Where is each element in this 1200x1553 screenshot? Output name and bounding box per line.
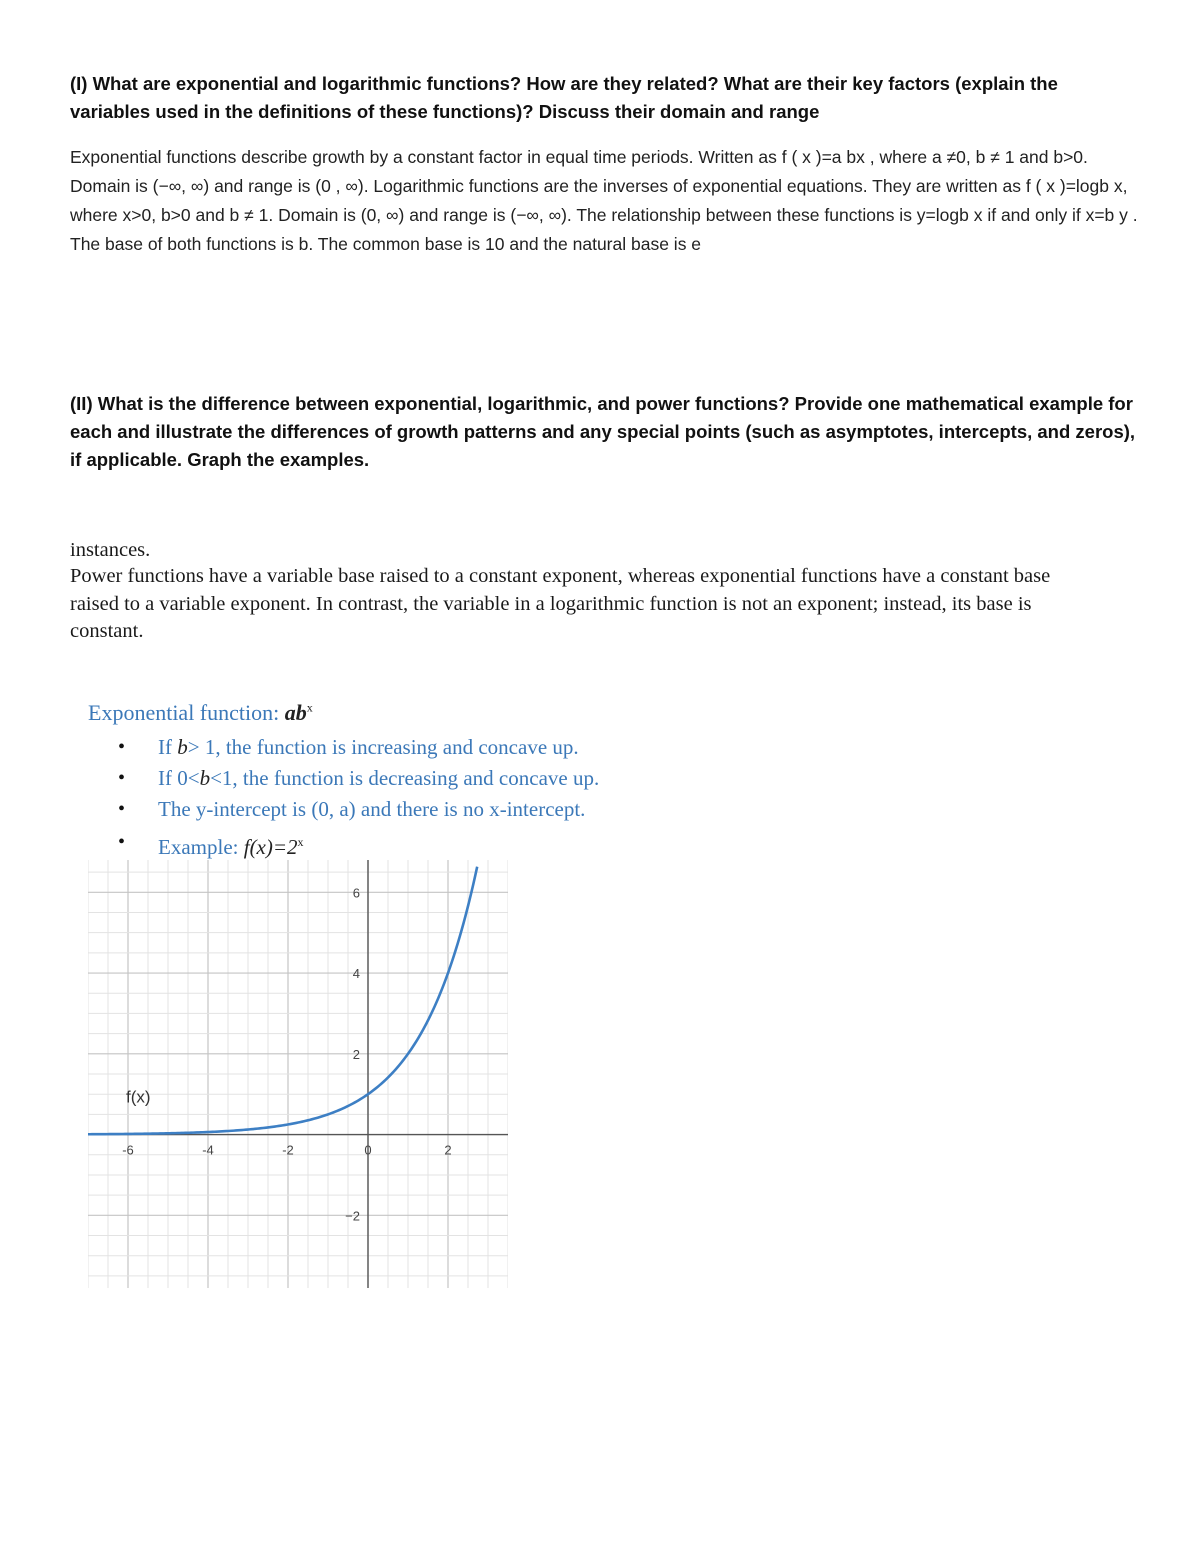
bullet-1-var: b: [177, 735, 188, 759]
y-tick-label: 6: [352, 885, 360, 901]
bullet-3-text: The y-intercept is (0, a) and there is no x-intercept.: [158, 797, 586, 821]
question-1-heading: (I) What are exponential and logarithmic functions? How are they related? What are their key factors (explain the variables used in the definitions of these functions)? Discuss their domain and range: [70, 73, 1058, 122]
y-tick-label: 2: [352, 1046, 360, 1062]
figure-title-exponent: x: [306, 700, 313, 715]
bullet-dot: •: [118, 831, 126, 853]
x-tick-label: 2: [444, 1142, 452, 1158]
x-tick-label: 0: [364, 1142, 372, 1158]
bullet-dot: •: [118, 798, 126, 820]
x-tick-label: -4: [202, 1142, 214, 1158]
bullet-1-pre: If: [158, 735, 178, 759]
exponential-graph: [88, 860, 508, 1288]
x-tick-label: -2: [282, 1142, 294, 1158]
y-axis-label: f(x): [126, 1087, 151, 1107]
bullet-2-post: <1, the function is decreasing and concave up.: [210, 766, 600, 790]
figure-title-text: Exponential function:: [88, 700, 285, 725]
x-tick-label: -6: [122, 1142, 134, 1158]
bullet-2-var: b: [199, 766, 211, 790]
figure-title: [88, 700, 313, 726]
figure-title-expr: ab: [284, 700, 307, 725]
question-1-answer: Exponential functions describe growth by a constant factor in equal time periods. Written as f ( x )=a bx , where a ≠0, b ≠ 1 and b>0. Domain is (−∞, ∞) and range is (0 , ∞). Logarithmic functions are the inverses of exponential equations. They are written as f ( x )=logb x, where x>0, b>0 and b ≠ 1. Domain is (0, ∞) and range is (−∞, ∞). The relationship between these functions is y=logb x if and only if x=b y . The base of both functions is b. The common base is 10 and the natural base is e: [70, 147, 1138, 254]
bullet-dot: •: [118, 767, 126, 789]
question-2-heading: (II) What is the difference between exponential, logarithmic, and power functions? Provide one mathematical example for each and illustrate the differences of growth patterns and any special points (such as asymptotes, intercepts, and zeros), if applicable. Graph the examples.: [70, 393, 1136, 470]
question-2-answer-lead: instances.: [70, 539, 151, 561]
bullet-dot: •: [118, 736, 126, 758]
bullet-4-expr: f(x)=2: [243, 835, 298, 859]
y-tick-label: 4: [352, 966, 360, 982]
bullet-2-pre: If 0<: [158, 766, 200, 790]
bullet-1-post: > 1, the function is increasing and concave up.: [187, 735, 579, 759]
y-tick-label: −2: [345, 1208, 360, 1224]
bullet-4-pre: Example:: [158, 835, 244, 859]
bullet-4-exponent: x: [297, 835, 304, 849]
question-2-answer: Power functions have a variable base raised to a constant exponent, whereas exponential functions have a constant base raised to a variable exponent. In contrast, the variable in a logarithmic function is not an exponent; instead, its base is constant.: [70, 565, 1051, 642]
